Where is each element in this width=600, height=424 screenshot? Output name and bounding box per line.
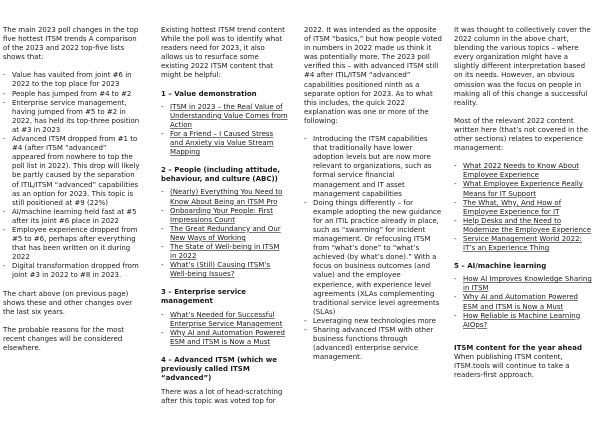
poll-changes-list — [3, 71, 140, 280]
article-link[interactable]: - How Reliable is Machine Learning AIOps? — [454, 312, 595, 330]
article-link[interactable]: - What’s Needed for Successful Enterprise Service Management — [161, 311, 288, 329]
section-heading-value: 1 – Value demonstration — [161, 89, 257, 98]
list-item: - Doing things differently – for example adopting the new guidance for an ITIL practice already in place, such as “swarming” for incident management. Or refocusing ITSM from “what’s done” to “what’s achieved (by what’s done).” With a focus on business outcomes (and value) and the employee experience, with experience level agreements (XLAs complementing traditional service level agreements (SLAs) — [304, 199, 443, 317]
list-item: - Digital transformation dropped from joint #3 in 2022 to #8 in 2023. — [3, 262, 140, 280]
article-link[interactable]: - Service Management World 2022: IT’s an Experience Thing — [454, 235, 595, 253]
article-link[interactable]: - Why AI and Automation Powered ESM and ITSM is Now a Must — [454, 293, 595, 311]
list-item: - Sharing advanced ITSM with other business functions through (advanced) enterprise service management. — [304, 326, 443, 362]
article-link[interactable]: - What Employee Experience Really Means for IT Support — [454, 180, 595, 198]
section-heading-people: 2 – People (including attitude, behaviour, and culture (ABC)) — [161, 166, 281, 184]
list-item: - People has jumped from #4 to #2 — [3, 90, 140, 99]
list-item: - Enterprise service management, having jumped from #5 to #2 in 2022, has held its top-three position at #3 in 2023 — [3, 99, 140, 135]
reasons-paragraph: The probable reasons for the most recent changes will be considered elsewhere. — [3, 325, 124, 352]
article-link[interactable]: - What’s (Still) Causing ITSM’s Well-being Issues? — [161, 261, 288, 279]
existing-content-paragraph: Existing hottest ITSM trend content While the poll was to identify what readers need for 2023, it also allows us to resurface some existing 2022 ITSM content that might be helpful: — [161, 26, 285, 80]
section-heading-esm: 3 – Enterprise service management — [161, 288, 246, 306]
column-3 — [304, 26, 443, 362]
people-links-list — [161, 188, 288, 279]
article-link[interactable]: - Onboarding Your People: First Impressions Count — [161, 207, 288, 225]
list-item: - Advanced ITSM dropped from #1 to #4 (after ITSM “advanced” appeared from nowhere to top the poll list in 2022). This drop will likely be partly caused by the separation of ITIL/ITSM “advanced” capabilities as an option for 2023. This topic is still positioned at #9 (22%) — [3, 135, 140, 208]
column-1 — [3, 26, 140, 353]
value-links-list — [161, 103, 288, 158]
article-link[interactable]: - The What, Why, And How of Employee Experience for IT — [454, 199, 595, 217]
section-heading-year-ahead: ITSM content for the year ahead — [454, 343, 582, 352]
experience-paragraph: Most of the relevant 2022 content written here (that’s not covered in the other sections) relates to experience management: — [454, 116, 589, 153]
article-link[interactable]: - Why AI and Automation Powered ESM and ITSM is Now a Must — [161, 329, 288, 347]
article-link[interactable]: - (Nearly) Everything You Need to Know About Being an ITSM Pro — [161, 188, 288, 206]
article-link[interactable]: - The Great Redundancy and Our New Ways of Working — [161, 225, 288, 243]
esm-links-list — [161, 311, 288, 347]
list-item: - Introducing the ITSM capabilities that traditionally have lower adoption levels but are now more relevant to organizations, such as formal service financial management and IT asset management capabilities — [304, 135, 443, 199]
list-item: - Leveraging new technologies more — [304, 317, 443, 326]
article-link[interactable]: - For a Friend – I Caused Stress and Anxiety via Value Stream Mapping — [161, 130, 288, 157]
article-link[interactable]: - ITSM in 2023 – the Real Value of Understanding Value Comes from Action — [161, 103, 288, 130]
advanced-itsm-continued-paragraph: 2022. It was intended as the opposite of ITSM “basics,” but how people voted in numbers in 2022 made us think it was potentially more. The 2023 poll verified this – with advanced ITSM still #4 after ITIL/ITSM “advanced” capabilities positioned ninth as a separate option for 2023. As to what this includes, the quick 2022 explanation was one or more of the following: — [304, 26, 442, 125]
article-link[interactable]: - How AI Improves Knowledge Sharing in ITSM — [454, 275, 595, 293]
section-heading-advanced-itsm: 4 – Advanced ITSM (which we previously called ITSM “advanced”) — [161, 355, 277, 383]
article-link[interactable]: - What 2022 Needs to Know About Employee Experience — [454, 162, 595, 180]
article-link[interactable]: - Help Desks and the Need to Modernize the Employee Experience — [454, 217, 595, 235]
chart-reference-paragraph: The chart above (on previous page) shows these and other changes over the last six years. — [3, 289, 133, 316]
advanced-itsm-paragraph: There was a lot of head-scratching after this topic was voted top for — [161, 388, 283, 406]
advanced-itsm-list — [304, 135, 443, 362]
ai-links-list — [454, 275, 595, 330]
experience-links-list — [454, 162, 595, 253]
closing-paragraph: When publishing ITSM content, ITSM.tools will continue to take a readers-first approach. — [454, 352, 570, 380]
article-link[interactable]: - The State of Well-being in ITSM in 2022 — [161, 243, 288, 261]
column-4 — [454, 26, 595, 380]
section-heading-ai: 5 – AI/machine learning — [454, 262, 547, 271]
list-item: - Employee experience dropped from #5 to #6, perhaps after everything that has been written on it during 2022 — [3, 226, 140, 262]
coverage-paragraph: It was thought to collectively cover the 2022 column in the above chart, blending the various topics – where every organization might have a slightly different interpretation based on its needs. However, an obvious omission was the focus on people in making all of this change a successful reality. — [454, 26, 591, 107]
list-item: - Value has vaulted from joint #6 in 2022 to the top place for 2023 — [3, 71, 140, 89]
intro-paragraph: The main 2023 poll changes in the top five hottest ITSM trends A comparison of the 2023 and 2022 top-five lists shows that: — [3, 26, 139, 62]
column-2 — [161, 26, 288, 406]
list-item: - AI/machine learning held fast at #5 after its joint #6 place in 2022 — [3, 208, 140, 226]
